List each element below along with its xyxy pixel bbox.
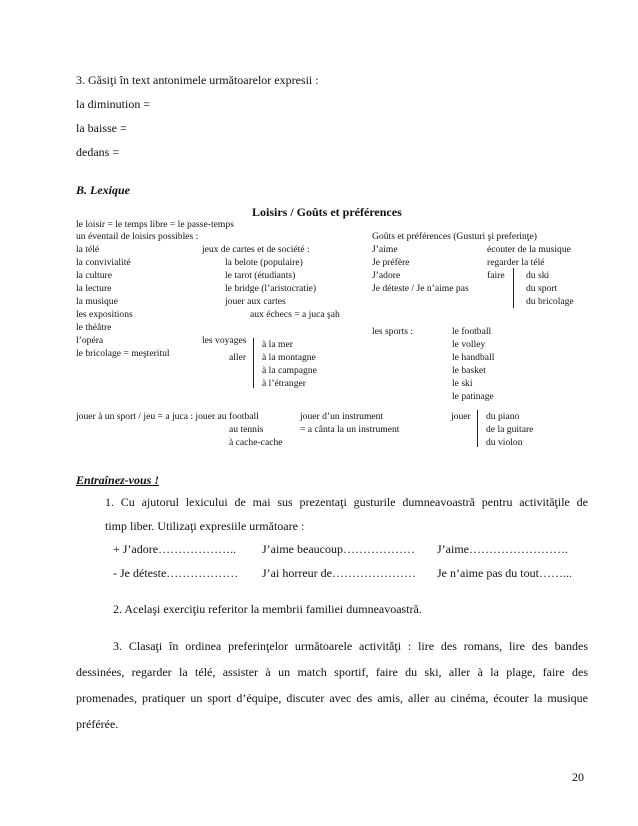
exercise-3-item: la diminution = bbox=[76, 97, 151, 111]
exercise-3-line: 3. Clasaţi în ordinea preferinţelor următoarele activităţi : lire des romans, lire des bandes bbox=[113, 639, 588, 653]
loisir-item: le bricolage = meşteritul bbox=[76, 348, 170, 359]
sport-item: le ski bbox=[452, 378, 473, 389]
voyages-heading: les voyages bbox=[202, 335, 247, 346]
verb-item: Je déteste / Je n’aime pas bbox=[372, 283, 469, 294]
jouer-sport-item: à cache-cache bbox=[229, 437, 283, 448]
loisir-item: la lecture bbox=[76, 283, 112, 294]
loisir-item: les expositions bbox=[76, 309, 133, 320]
jouer-instrument-translation: = a cânta la un instrument bbox=[300, 424, 400, 435]
page-number: 20 bbox=[572, 770, 584, 784]
faire-label: faire bbox=[487, 270, 505, 281]
instrument-item: du violon bbox=[486, 437, 523, 448]
exercise-3-title: 3. Găsiţi în text antonimele următoarelor expresii : bbox=[76, 73, 319, 87]
expression-item: - Je déteste……………… bbox=[113, 566, 239, 580]
gouts-heading: Goûts et préférences (Gusturi şi preferinţe) bbox=[372, 231, 537, 242]
jouer-instrument: jouer d’un instrument bbox=[300, 411, 384, 422]
faire-item: du sport bbox=[526, 283, 558, 294]
jeux-item: le tarot (étudiants) bbox=[225, 270, 296, 281]
voyage-item: à l’étranger bbox=[262, 378, 306, 389]
voyage-item: à la campagne bbox=[262, 365, 317, 376]
instrument-item: du piano bbox=[486, 411, 520, 422]
voyage-item: à la montagne bbox=[262, 352, 316, 363]
jouer-label: jouer bbox=[451, 411, 471, 422]
loisir-item: le théâtre bbox=[76, 322, 112, 333]
expression-item: J’aime……………………. bbox=[437, 542, 568, 556]
faire-bracket bbox=[513, 268, 514, 308]
activity-item: écouter de la musique bbox=[487, 244, 571, 255]
exercise-1-line: timp liber. Utilizaţi expresiile următoare : bbox=[105, 519, 305, 533]
loisir-item: l’opéra bbox=[76, 335, 104, 346]
voyages-bracket bbox=[253, 338, 254, 388]
echecs-item: aux échecs = a juca şah bbox=[250, 309, 340, 320]
sport-item: le basket bbox=[452, 365, 486, 376]
loisir-item: la musique bbox=[76, 296, 118, 307]
jeux-item: le bridge (l’aristocratie) bbox=[225, 283, 317, 294]
expression-item: + J’adore……………….. bbox=[113, 542, 237, 556]
loisir-item: la télé bbox=[76, 244, 100, 255]
expression-item: J’aime beaucoup……………… bbox=[262, 542, 415, 556]
expression-item: J’ai horreur de………………… bbox=[262, 566, 416, 580]
verb-item: J’adore bbox=[372, 270, 401, 281]
exercise-3-line: dessinées, regarder la télé, assister à un match sportif, faire du ski, aller à la plage, faire des bbox=[76, 665, 588, 679]
lexique-title: Loisirs / Goûts et préférences bbox=[252, 205, 402, 219]
faire-item: du ski bbox=[526, 270, 550, 281]
exercise-3-line: promenades, pratiquer un sport d’équipe, discuter avec des amis, aller au cinéma, écouter la musique bbox=[76, 691, 588, 705]
loisir-item: la culture bbox=[76, 270, 112, 281]
instrument-item: de la guitare bbox=[486, 424, 534, 435]
exercise-1-line: 1. Cu ajutorul lexicului de mai sus prezentaţi gusturile dumneavoastră pentru activităţile de bbox=[105, 495, 588, 509]
jeux-heading: jeux de cartes et de société : bbox=[202, 244, 310, 255]
jeux-item: jouer aux cartes bbox=[225, 296, 286, 307]
jeux-item: la belote (populaire) bbox=[225, 257, 303, 268]
jouer-bracket bbox=[477, 410, 478, 447]
sport-item: le football bbox=[452, 326, 492, 337]
loisir-item: la convivialité bbox=[76, 257, 131, 268]
activity-item: regarder la télé bbox=[487, 257, 545, 268]
sport-item: le handball bbox=[452, 352, 495, 363]
faire-item: du bricolage bbox=[526, 296, 574, 307]
expression-item: Je n’aime pas du tout……... bbox=[437, 566, 572, 580]
jouer-sport-definition: jouer à un sport / jeu = a juca : jouer au football bbox=[76, 411, 259, 422]
loisir-definition: le loisir = le temps libre = le passe-temps bbox=[76, 219, 234, 230]
jouer-sport-item: au tennis bbox=[229, 424, 264, 435]
sports-heading: les sports : bbox=[372, 326, 414, 337]
verb-item: Je préfère bbox=[372, 257, 410, 268]
verb-item: J’aime bbox=[372, 244, 398, 255]
sport-item: le volley bbox=[452, 339, 486, 350]
exercise-3-line: préférée. bbox=[76, 717, 119, 731]
exercise-3-item: dedans = bbox=[76, 145, 120, 159]
section-b-heading: B. Lexique bbox=[76, 183, 130, 197]
voyage-item: à la mer bbox=[262, 339, 293, 350]
exercise-3-item: la baisse = bbox=[76, 121, 127, 135]
entrainez-heading: Entraînez-vous ! bbox=[76, 473, 160, 487]
eventail-label: un éventail de loisirs possibles : bbox=[76, 231, 199, 242]
aller-label: aller bbox=[229, 352, 247, 363]
exercise-2: 2. Acelaşi exerciţiu referitor la membrii familiei dumneavoastră. bbox=[113, 602, 422, 616]
sport-item: le patinage bbox=[452, 391, 494, 402]
